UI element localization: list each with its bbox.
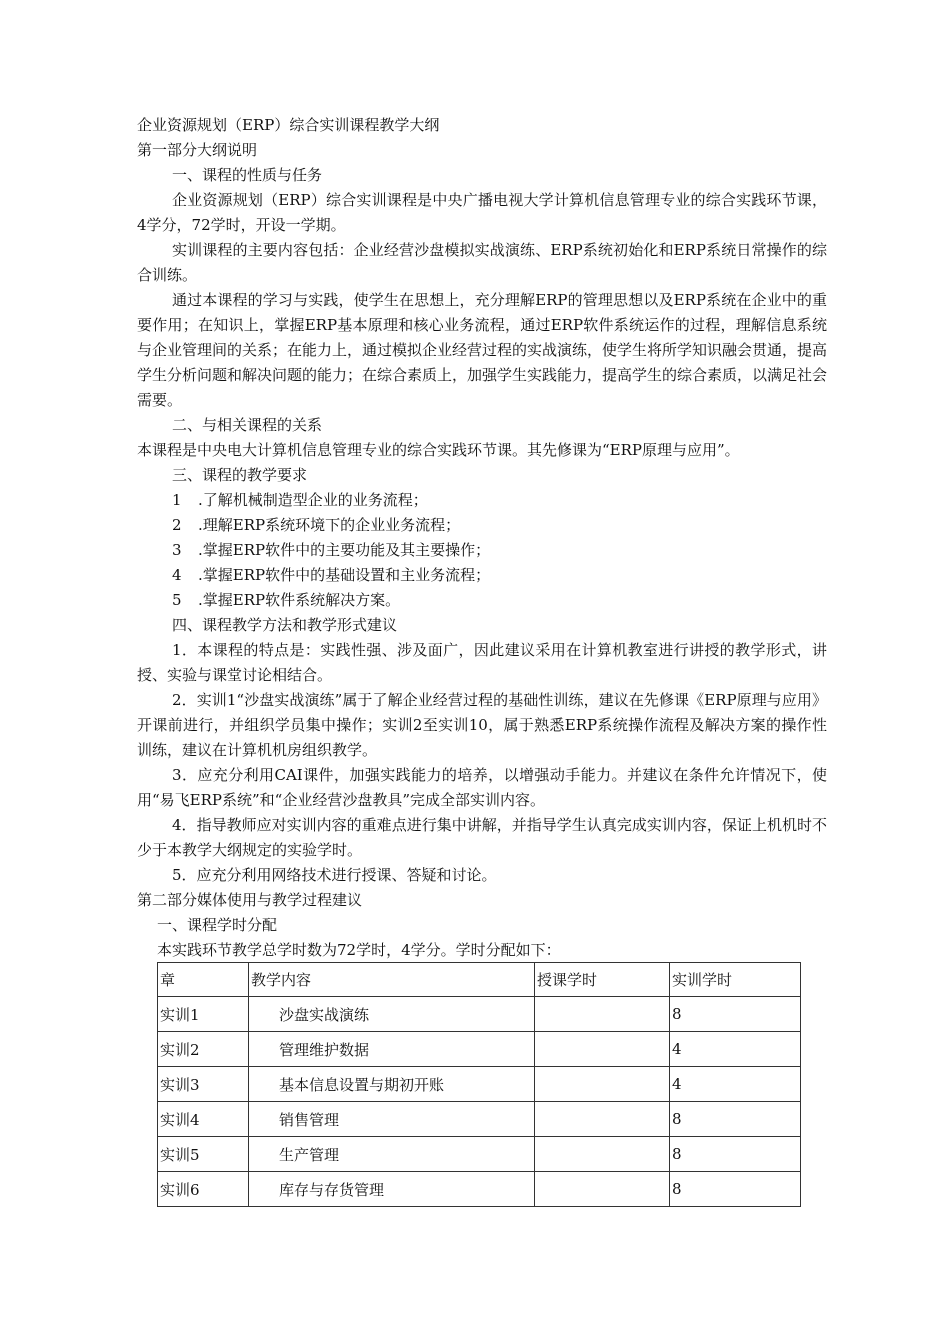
table-row [158,1137,801,1172]
cell-lecture [535,1102,670,1137]
cell-practice: 4 [670,1032,801,1067]
cell-content: 沙盘实战演练 [249,997,535,1032]
requirement-item: 4 .掌握ERP软件中的基础设置和主业务流程； [172,566,491,584]
header-content: 教学内容 [249,963,535,997]
section2-paragraph: 本课程是中央电大计算机信息管理专业的综合实践环节课。其先修课为“ERP原理与应用”。 [137,441,740,459]
table-row [158,997,801,1032]
document-body [137,113,827,963]
section5-heading: 一、课程学时分配 [157,916,278,934]
section3-heading: 三、课程的教学要求 [172,466,308,484]
section2-heading: 二、与相关课程的关系 [172,416,323,434]
cell-chapter: 实训1 [158,997,249,1032]
method-item-2: 2．实训1“沙盘实战演练”属于了解企业经营过程的基础性训练，建议在先修课《ERP原理与应用》开课前进行，并组织学员集中操作；实训2至实训10，属于熟悉ERP系统操作流程及解决方案的操作性训练，建议在计算机机房组织教学。 [137,691,827,759]
section1-heading: 一、课程的性质与任务 [172,166,323,184]
cell-chapter: 实训6 [158,1172,249,1207]
cell-content: 生产管理 [249,1137,535,1172]
requirement-item: 5 .掌握ERP软件系统解决方案。 [172,591,401,609]
cell-lecture [535,997,670,1032]
document-title: 企业资源规划（ERP）综合实训课程教学大纲 [137,116,440,134]
cell-content: 销售管理 [249,1102,535,1137]
section4-heading: 四、课程教学方法和教学形式建议 [172,616,398,634]
cell-chapter: 实训4 [158,1102,249,1137]
cell-practice: 8 [670,1102,801,1137]
method-item-1: 1．本课程的特点是：实践性强、涉及面广，因此建议采用在计算机教室进行讲授的教学形式，讲授、实验与课堂讨论相结合。 [137,641,827,684]
requirement-item: 2 .理解ERP系统环境下的企业业务流程； [172,516,461,534]
section1-paragraph-3: 通过本课程的学习与实践，使学生在思想上，充分理解ERP的管理思想以及ERP系统在企业中的重要作用；在知识上，掌握ERP基本原理和核心业务流程，通过ERP软件系统运作的过程，理解信息系统与企业管理间的关系；在能力上，通过模拟企业经营过程的实战演练，使学生将所学知识融会贯通，提高学生分析问题和解决问题的能力；在综合素质上，加强学生实践能力，提高学生的综合素质，以满足社会需要。 [137,291,828,409]
header-chapter: 章 [158,963,249,997]
section1-paragraph-1: 企业资源规划（ERP）综合实训课程是中央广播电视大学计算机信息管理专业的综合实践环节课，4学分，72学时，开设一学期。 [137,191,827,234]
part2-heading: 第二部分媒体使用与教学过程建议 [137,891,363,909]
table-header-row [158,963,801,997]
cell-practice: 8 [670,997,801,1032]
cell-lecture [535,1172,670,1207]
cell-chapter: 实训5 [158,1137,249,1172]
cell-lecture [535,1137,670,1172]
hours-table [157,962,801,1207]
cell-practice: 4 [670,1067,801,1102]
header-lecture-hours: 授课学时 [535,963,670,997]
cell-content: 库存与存货管理 [249,1172,535,1207]
method-item-3: 3．应充分利用CAI课件，加强实践能力的培养，以增强动手能力。并建议在条件允许情况下，使用“易飞ERP系统”和“企业经营沙盘教具”完成全部实训内容。 [137,766,827,809]
cell-chapter: 实训2 [158,1032,249,1067]
method-item-5: 5．应充分利用网络技术进行授课、答疑和讨论。 [172,866,497,884]
method-item-4: 4．指导教师应对实训内容的重难点进行集中讲解，并指导学生认真完成实训内容，保证上机机时不少于本教学大纲规定的实验学时。 [137,816,827,859]
part1-heading: 第一部分大纲说明 [137,141,258,159]
table-row [158,1172,801,1207]
cell-practice: 8 [670,1172,801,1207]
requirement-item: 1 .了解机械制造型企业的业务流程； [172,491,428,509]
cell-lecture [535,1032,670,1067]
header-practice-hours: 实训学时 [670,963,801,997]
cell-chapter: 实训3 [158,1067,249,1102]
cell-content: 基本信息设置与期初开账 [249,1067,535,1102]
table-row [158,1032,801,1067]
section1-paragraph-2: 实训课程的主要内容包括：企业经营沙盘模拟实战演练、ERP系统初始化和ERP系统日常操作的综合训练。 [137,241,827,284]
requirement-item: 3 .掌握ERP软件中的主要功能及其主要操作； [172,541,491,559]
section5-intro: 本实践环节教学总学时数为72学时，4学分。学时分配如下： [157,941,561,959]
table-row [158,1102,801,1137]
cell-practice: 8 [670,1137,801,1172]
table-row [158,1067,801,1102]
cell-lecture [535,1067,670,1102]
cell-content: 管理维护数据 [249,1032,535,1067]
